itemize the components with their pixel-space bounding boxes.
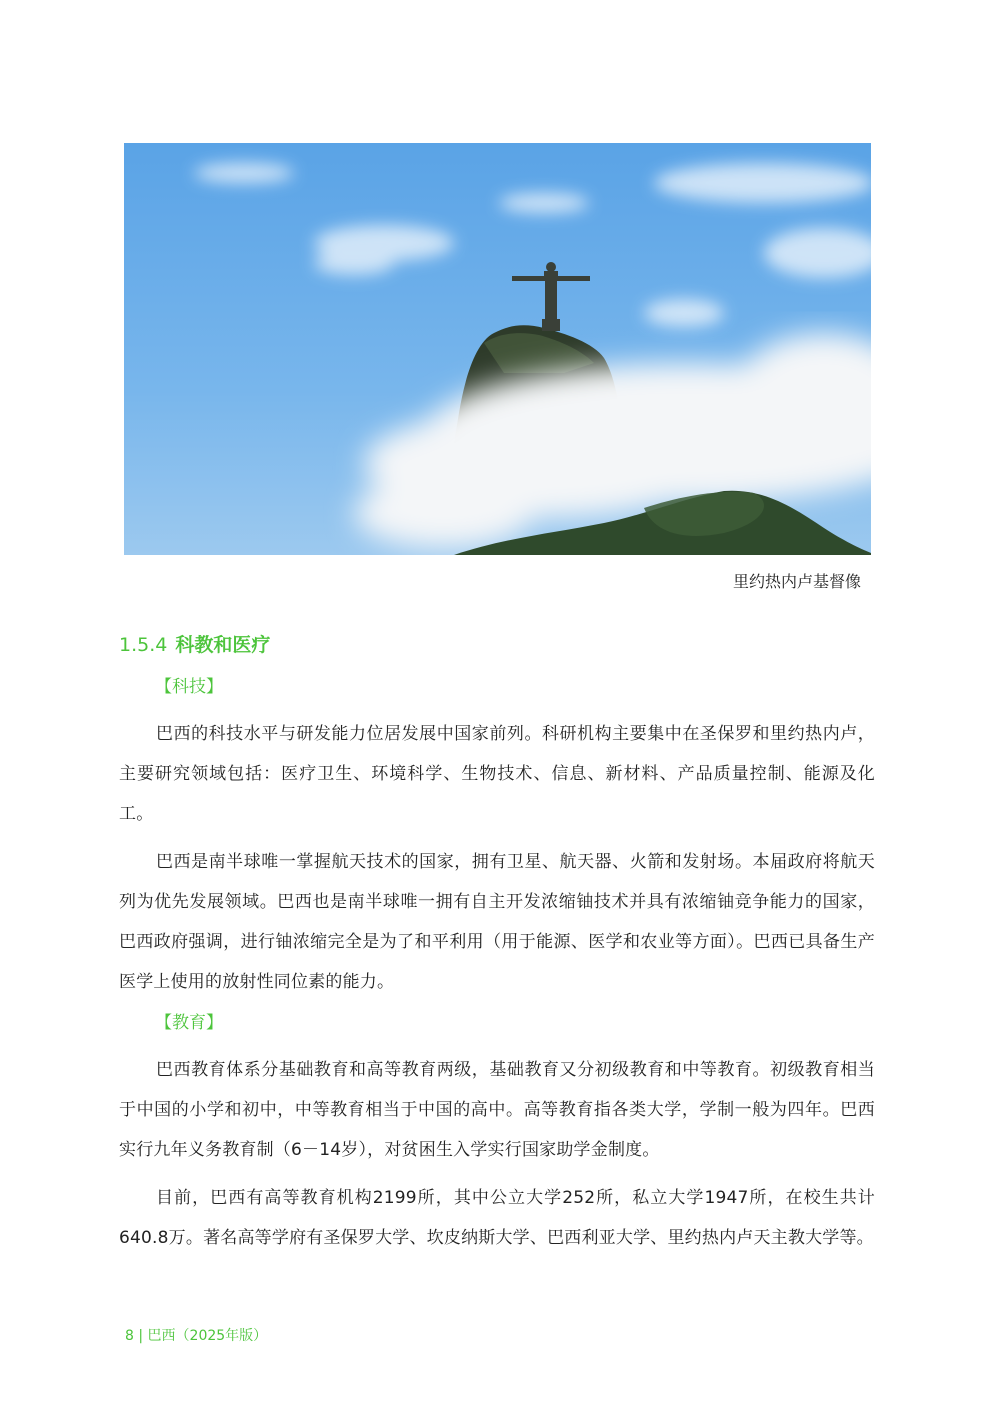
footer-title: 巴西（2025年版）: [147, 1328, 268, 1344]
christ-redeemer-image: [124, 143, 871, 555]
footer-separator: |: [138, 1328, 144, 1344]
science-paragraph-2: 巴西是南半球唯一掌握航天技术的国家，拥有卫星、航天器、火箭和发射场。本届政府将航天列为优先发展领域。巴西也是南半球唯一拥有自主开发浓缩铀技术并具有浓缩铀竞争能力的国家，巴西政府强调，进行铀浓缩完全是为了和平利用（用于能源、医学和农业等方面）。巴西已具备生产医学上使用的放射性同位素的能力。: [119, 852, 875, 992]
section-heading: [119, 630, 270, 657]
page-footer: [125, 1325, 267, 1345]
section-number: 1.5.4: [119, 634, 168, 656]
figure-caption: 里约热内卢基督像: [732, 572, 861, 591]
body-text: [119, 674, 875, 1266]
section-title-text: 科教和医疗: [175, 634, 271, 656]
education-paragraph-2: 目前，巴西有高等教育机构2199所，其中公立大学252所，私立大学1947所，在校生共计640.8万。著名高等学府有圣保罗大学、坎皮纳斯大学、巴西利亚大学、里约热内卢天主教大学等。: [119, 1188, 875, 1248]
education-paragraph-1: 巴西教育体系分基础教育和高等教育两级，基础教育又分初级教育和中等教育。初级教育相当于中国的小学和初中，中等教育相当于中国的高中。高等教育指各类大学，学制一般为四年。巴西实行九年义务教育制（6－14岁），对贫困生入学实行国家助学金制度。: [119, 1060, 875, 1160]
page-number: 8: [125, 1328, 134, 1344]
education-tag: 【教育】: [155, 1013, 223, 1033]
science-paragraph-1: 巴西的科技水平与研发能力位居发展中国家前列。科研机构主要集中在圣保罗和里约热内卢，主要研究领域包括：医疗卫生、环境科学、生物技术、信息、新材料、产品质量控制、能源及化工。: [119, 724, 875, 824]
science-tag: 【科技】: [155, 677, 223, 697]
christ-redeemer-photo: [124, 143, 871, 555]
